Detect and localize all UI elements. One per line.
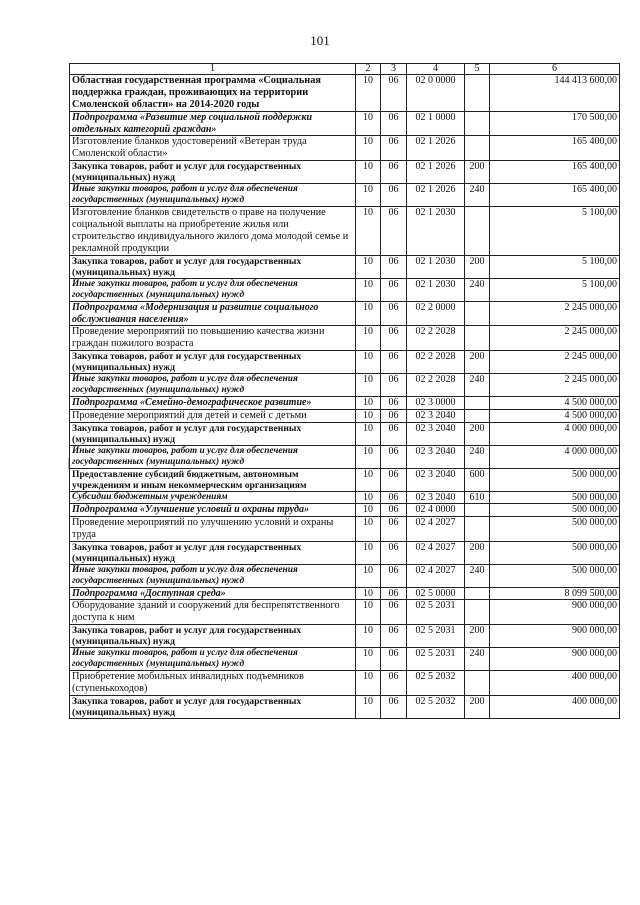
expense-type-cell: 240 — [465, 564, 490, 587]
expense-type-cell — [465, 302, 490, 326]
row-name-cell: Подпрограмма «Семейно-демографическое развитие» — [70, 397, 356, 410]
amount-cell: 900 000,00 — [490, 625, 620, 648]
expense-type-cell — [465, 75, 490, 112]
expense-type-cell — [465, 207, 490, 256]
expense-type-cell — [465, 409, 490, 422]
row-name-cell: Закупка товаров, работ и услуг для государственных (муниципальных) нужд — [70, 161, 356, 184]
target-article-cell: 02 4 2027 — [407, 564, 465, 587]
target-article-cell: 02 2 2028 — [407, 374, 465, 397]
row-name-cell: Изготовление бланков удостоверений «Ветеран труда Смоленской области» — [70, 136, 356, 161]
amount-cell: 4 500 000,00 — [490, 409, 620, 422]
row-name-cell: Проведение мероприятий для детей и семей с детьми — [70, 409, 356, 422]
subsection-cell: 06 — [381, 422, 407, 445]
expense-type-cell — [465, 600, 490, 625]
amount-cell: 2 245 000,00 — [490, 302, 620, 326]
subsection-cell: 06 — [381, 696, 407, 719]
expense-type-cell — [465, 671, 490, 696]
amount-cell: 5 100,00 — [490, 279, 620, 302]
amount-cell: 500 000,00 — [490, 468, 620, 491]
table-row — [70, 112, 620, 136]
target-article-cell: 02 2 2028 — [407, 351, 465, 374]
expense-type-cell: 240 — [465, 184, 490, 207]
section-cell: 10 — [356, 504, 381, 517]
expense-type-cell — [465, 112, 490, 136]
subsection-cell: 06 — [381, 351, 407, 374]
section-cell: 10 — [356, 541, 381, 564]
target-article-cell: 02 1 2030 — [407, 207, 465, 256]
subsection-cell: 06 — [381, 564, 407, 587]
expense-type-cell: 200 — [465, 351, 490, 374]
table-row — [70, 136, 620, 161]
subsection-cell: 06 — [381, 491, 407, 504]
subsection-cell: 06 — [381, 136, 407, 161]
expense-type-cell: 600 — [465, 468, 490, 491]
section-cell: 10 — [356, 302, 381, 326]
expense-type-cell: 610 — [465, 491, 490, 504]
section-cell: 10 — [356, 422, 381, 445]
subsection-cell: 06 — [381, 671, 407, 696]
column-header: 5 — [465, 64, 490, 75]
table-row — [70, 696, 620, 719]
expense-type-cell — [465, 397, 490, 410]
target-article-cell: 02 1 2026 — [407, 161, 465, 184]
row-name-cell: Иные закупки товаров, работ и услуг для обеспечения государственных (муниципальных) нужд — [70, 648, 356, 671]
expense-type-cell — [465, 516, 490, 541]
subsection-cell: 06 — [381, 504, 407, 517]
table-row — [70, 445, 620, 468]
target-article-cell: 02 3 2040 — [407, 445, 465, 468]
target-article-cell: 02 3 0000 — [407, 397, 465, 410]
target-article-cell: 02 3 2040 — [407, 491, 465, 504]
row-name-cell: Иные закупки товаров, работ и услуг для обеспечения государственных (муниципальных) нужд — [70, 184, 356, 207]
section-cell: 10 — [356, 207, 381, 256]
expense-type-cell: 200 — [465, 541, 490, 564]
row-name-cell: Закупка товаров, работ и услуг для государственных (муниципальных) нужд — [70, 696, 356, 719]
row-name-cell: Иные закупки товаров, работ и услуг для обеспечения государственных (муниципальных) нужд — [70, 374, 356, 397]
target-article-cell: 02 5 2032 — [407, 696, 465, 719]
target-article-cell: 02 2 0000 — [407, 302, 465, 326]
row-name-cell: Иные закупки товаров, работ и услуг для обеспечения государственных (муниципальных) нужд — [70, 564, 356, 587]
amount-cell: 4 000 000,00 — [490, 445, 620, 468]
table-row — [70, 587, 620, 600]
subsection-cell: 06 — [381, 161, 407, 184]
expense-type-cell — [465, 587, 490, 600]
page-number: 101 — [310, 33, 330, 48]
table-row — [70, 256, 620, 279]
table-row — [70, 184, 620, 207]
table-body — [70, 75, 620, 719]
section-cell: 10 — [356, 648, 381, 671]
target-article-cell: 02 5 2031 — [407, 625, 465, 648]
amount-cell: 5 100,00 — [490, 256, 620, 279]
target-article-cell: 02 5 2031 — [407, 648, 465, 671]
amount-cell: 400 000,00 — [490, 671, 620, 696]
subsection-cell: 06 — [381, 374, 407, 397]
target-article-cell: 02 3 2040 — [407, 422, 465, 445]
subsection-cell: 06 — [381, 445, 407, 468]
row-name-cell: Иные закупки товаров, работ и услуг для обеспечения государственных (муниципальных) нужд — [70, 279, 356, 302]
subsection-cell: 06 — [381, 279, 407, 302]
column-header: 6 — [490, 64, 620, 75]
table-row — [70, 351, 620, 374]
table-row — [70, 374, 620, 397]
subsection-cell: 06 — [381, 409, 407, 422]
section-cell: 10 — [356, 374, 381, 397]
subsection-cell: 06 — [381, 468, 407, 491]
target-article-cell: 02 5 2031 — [407, 600, 465, 625]
table-row — [70, 279, 620, 302]
subsection-cell: 06 — [381, 516, 407, 541]
amount-cell: 170 500,00 — [490, 112, 620, 136]
expense-type-cell: 240 — [465, 648, 490, 671]
table-row — [70, 75, 620, 112]
section-cell: 10 — [356, 397, 381, 410]
budget-table — [69, 63, 620, 719]
subsection-cell: 06 — [381, 648, 407, 671]
expense-type-cell: 200 — [465, 625, 490, 648]
column-header: 2 — [356, 64, 381, 75]
row-name-cell: Областная государственная программа «Социальная поддержка граждан, проживающих на территории Смоленской области» на 2014-2020 годы — [70, 75, 356, 112]
target-article-cell: 02 4 0000 — [407, 504, 465, 517]
row-name-cell: Предоставление субсидий бюджетным, автономным учреждениям и иным некоммерческим организациям — [70, 468, 356, 491]
target-article-cell: 02 5 2032 — [407, 671, 465, 696]
amount-cell: 8 099 500,00 — [490, 587, 620, 600]
row-name-cell: Приобретение мобильных инвалидных подъемников (ступенькоходов) — [70, 671, 356, 696]
row-name-cell: Проведение мероприятий по улучшению условий и охраны труда — [70, 516, 356, 541]
row-name-cell: Закупка товаров, работ и услуг для государственных (муниципальных) нужд — [70, 351, 356, 374]
row-name-cell: Подпрограмма «Улучшение условий и охраны труда» — [70, 504, 356, 517]
table-row — [70, 468, 620, 491]
target-article-cell: 02 3 2040 — [407, 409, 465, 422]
target-article-cell: 02 3 2040 — [407, 468, 465, 491]
subsection-cell: 06 — [381, 397, 407, 410]
section-cell: 10 — [356, 409, 381, 422]
table-row — [70, 207, 620, 256]
row-name-cell: Подпрограмма «Доступная среда» — [70, 587, 356, 600]
table-row — [70, 671, 620, 696]
expense-type-cell — [465, 504, 490, 517]
target-article-cell: 02 1 0000 — [407, 112, 465, 136]
section-cell: 10 — [356, 326, 381, 351]
section-cell: 10 — [356, 256, 381, 279]
subsection-cell: 06 — [381, 326, 407, 351]
subsection-cell: 06 — [381, 256, 407, 279]
target-article-cell: 02 4 2027 — [407, 516, 465, 541]
amount-cell: 900 000,00 — [490, 648, 620, 671]
target-article-cell: 02 2 2028 — [407, 326, 465, 351]
subsection-cell: 06 — [381, 600, 407, 625]
subsection-cell: 06 — [381, 112, 407, 136]
section-cell: 10 — [356, 600, 381, 625]
subsection-cell: 06 — [381, 207, 407, 256]
section-cell: 10 — [356, 696, 381, 719]
amount-cell: 165 400,00 — [490, 184, 620, 207]
amount-cell: 2 245 000,00 — [490, 326, 620, 351]
subsection-cell: 06 — [381, 302, 407, 326]
table-row — [70, 564, 620, 587]
row-name-cell: Подпрограмма «Модернизация и развитие социального обслуживания населения» — [70, 302, 356, 326]
table-row — [70, 161, 620, 184]
section-cell: 10 — [356, 671, 381, 696]
table-row — [70, 541, 620, 564]
subsection-cell: 06 — [381, 184, 407, 207]
section-cell: 10 — [356, 625, 381, 648]
target-article-cell: 02 4 2027 — [407, 541, 465, 564]
subsection-cell: 06 — [381, 75, 407, 112]
expense-type-cell — [465, 136, 490, 161]
section-cell: 10 — [356, 445, 381, 468]
amount-cell: 900 000,00 — [490, 600, 620, 625]
row-name-cell: Субсидии бюджетным учреждениям — [70, 491, 356, 504]
section-cell: 10 — [356, 468, 381, 491]
row-name-cell: Иные закупки товаров, работ и услуг для обеспечения государственных (муниципальных) нужд — [70, 445, 356, 468]
row-name-cell: Проведение мероприятий по повышению качества жизни граждан пожилого возраста — [70, 326, 356, 351]
column-number-row — [70, 64, 620, 75]
expense-type-cell: 200 — [465, 256, 490, 279]
table-row — [70, 397, 620, 410]
amount-cell: 500 000,00 — [490, 491, 620, 504]
table-row — [70, 326, 620, 351]
table-row — [70, 422, 620, 445]
row-name-cell: Закупка товаров, работ и услуг для государственных (муниципальных) нужд — [70, 256, 356, 279]
row-name-cell: Закупка товаров, работ и услуг для государственных (муниципальных) нужд — [70, 422, 356, 445]
amount-cell: 500 000,00 — [490, 541, 620, 564]
section-cell: 10 — [356, 279, 381, 302]
row-name-cell: Закупка товаров, работ и услуг для государственных (муниципальных) нужд — [70, 541, 356, 564]
table-row — [70, 625, 620, 648]
amount-cell: 5 100,00 — [490, 207, 620, 256]
section-cell: 10 — [356, 491, 381, 504]
section-cell: 10 — [356, 136, 381, 161]
table-row — [70, 491, 620, 504]
subsection-cell: 06 — [381, 541, 407, 564]
amount-cell: 2 245 000,00 — [490, 351, 620, 374]
row-name-cell: Изготовление бланков свидетельств о праве на получение социальной выплаты на приобретение жилья или строительство индивидуального жилого дома молодой семье и рекламной продукции — [70, 207, 356, 256]
amount-cell: 165 400,00 — [490, 136, 620, 161]
amount-cell: 500 000,00 — [490, 564, 620, 587]
column-header: 1 — [70, 64, 356, 75]
table-row — [70, 302, 620, 326]
amount-cell: 144 413 600,00 — [490, 75, 620, 112]
table-row — [70, 600, 620, 625]
amount-cell: 400 000,00 — [490, 696, 620, 719]
section-cell: 10 — [356, 587, 381, 600]
table-row — [70, 516, 620, 541]
expense-type-cell — [465, 326, 490, 351]
expense-type-cell: 240 — [465, 279, 490, 302]
target-article-cell: 02 1 2026 — [407, 136, 465, 161]
target-article-cell: 02 1 2026 — [407, 184, 465, 207]
subsection-cell: 06 — [381, 625, 407, 648]
amount-cell: 500 000,00 — [490, 504, 620, 517]
section-cell: 10 — [356, 564, 381, 587]
column-header: 3 — [381, 64, 407, 75]
target-article-cell: 02 5 0000 — [407, 587, 465, 600]
amount-cell: 2 245 000,00 — [490, 374, 620, 397]
row-name-cell: Закупка товаров, работ и услуг для государственных (муниципальных) нужд — [70, 625, 356, 648]
section-cell: 10 — [356, 112, 381, 136]
section-cell: 10 — [356, 184, 381, 207]
expense-type-cell: 200 — [465, 696, 490, 719]
section-cell: 10 — [356, 516, 381, 541]
amount-cell: 500 000,00 — [490, 516, 620, 541]
expense-type-cell: 240 — [465, 445, 490, 468]
expense-type-cell: 240 — [465, 374, 490, 397]
target-article-cell: 02 1 2030 — [407, 279, 465, 302]
amount-cell: 4 000 000,00 — [490, 422, 620, 445]
amount-cell: 4 500 000,00 — [490, 397, 620, 410]
row-name-cell: Оборудование зданий и сооружений для беспрепятственного доступа к ним — [70, 600, 356, 625]
table-row — [70, 504, 620, 517]
expense-type-cell: 200 — [465, 161, 490, 184]
expense-type-cell: 200 — [465, 422, 490, 445]
column-header: 4 — [407, 64, 465, 75]
row-name-cell: Подпрограмма «Развитие мер социальной поддержки отдельных категорий граждан» — [70, 112, 356, 136]
target-article-cell: 02 0 0000 — [407, 75, 465, 112]
subsection-cell: 06 — [381, 587, 407, 600]
section-cell: 10 — [356, 75, 381, 112]
table-row — [70, 409, 620, 422]
target-article-cell: 02 1 2030 — [407, 256, 465, 279]
amount-cell: 165 400,00 — [490, 161, 620, 184]
section-cell: 10 — [356, 161, 381, 184]
table-row — [70, 648, 620, 671]
section-cell: 10 — [356, 351, 381, 374]
